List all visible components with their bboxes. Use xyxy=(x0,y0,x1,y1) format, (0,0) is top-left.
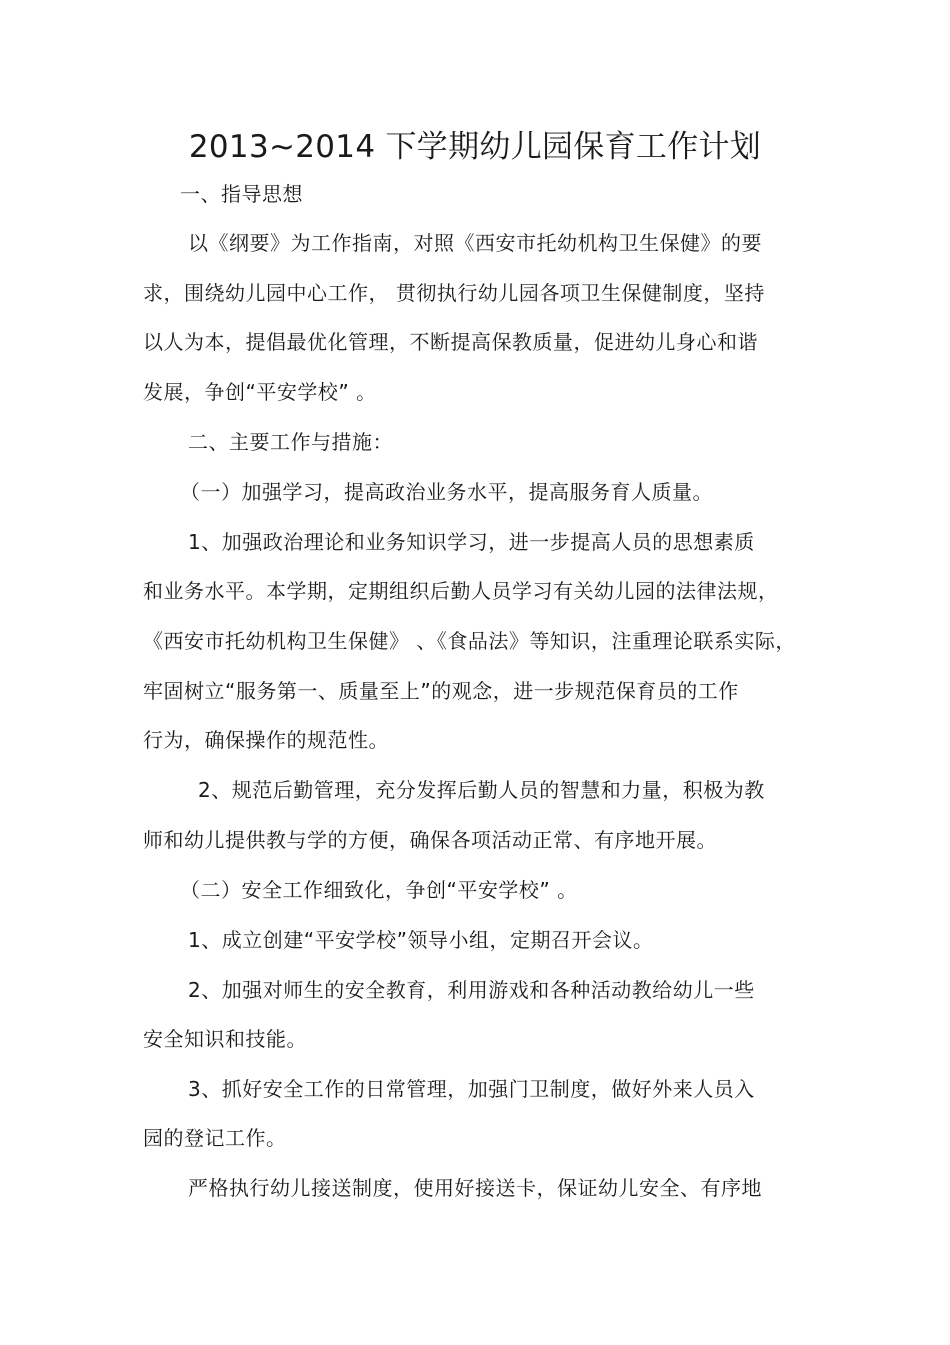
paragraph-line: 发展，争创“平安学校” 。 xyxy=(143,380,377,404)
subsection-heading-safety: （二）安全工作细致化，争创“平安学校” 。 xyxy=(180,878,578,902)
paragraph-line: 园的登记工作。 xyxy=(143,1126,287,1150)
subsection-heading-study: （一）加强学习，提高政治业务水平，提高服务育人质量。 xyxy=(180,480,713,504)
paragraph-line: 牢固树立“服务第一、质量至上”的观念，进一步规范保育员的工作 xyxy=(143,679,739,703)
paragraph-line: 安全知识和技能。 xyxy=(143,1027,307,1051)
section-heading-guiding-thought: 一、指导思想 xyxy=(180,182,303,206)
paragraph-line: 2、加强对师生的安全教育，利用游戏和各种活动教给幼儿一些 xyxy=(188,978,755,1002)
paragraph-line: 1、成立创建“平安学校”领导小组，定期召开会议。 xyxy=(188,928,654,952)
document-title: 2013~2014 下学期幼儿园保育工作计划 xyxy=(188,129,762,165)
paragraph-line: 以人为本，提倡最优化管理，不断提高保教质量，促进幼儿身心和谐 xyxy=(143,330,758,354)
paragraph-line: 和业务水平。本学期，定期组织后勤人员学习有关幼儿园的法律法规， xyxy=(143,579,779,603)
paragraph-line: 以《纲要》为工作指南，对照《西安市托幼机构卫生保健》的要 xyxy=(188,231,762,255)
paragraph-line: 行为，确保操作的规范性。 xyxy=(143,728,389,752)
section-heading-main-work: 二、主要工作与措施： xyxy=(188,430,393,454)
paragraph-line: 1、加强政治理论和业务知识学习，进一步提高人员的思想素质 xyxy=(188,530,755,554)
paragraph-line: 3、抓好安全工作的日常管理，加强门卫制度，做好外来人员入 xyxy=(188,1077,755,1101)
paragraph-line: 严格执行幼儿接送制度，使用好接送卡，保证幼儿安全、有序地 xyxy=(188,1176,762,1200)
paragraph-line: 2、规范后勤管理，充分发挥后勤人员的智慧和力量，积极为教 xyxy=(198,778,765,802)
paragraph-line: 求，围绕幼儿园中心工作， 贯彻执行幼儿园各项卫生保健制度，坚持 xyxy=(143,281,765,305)
paragraph-line: 师和幼儿提供教与学的方便，确保各项活动正常、有序地开展。 xyxy=(143,828,717,852)
paragraph-line: 《西安市托幼机构卫生保健》 、《食品法》等知识，注重理论联系实际， xyxy=(143,629,796,653)
